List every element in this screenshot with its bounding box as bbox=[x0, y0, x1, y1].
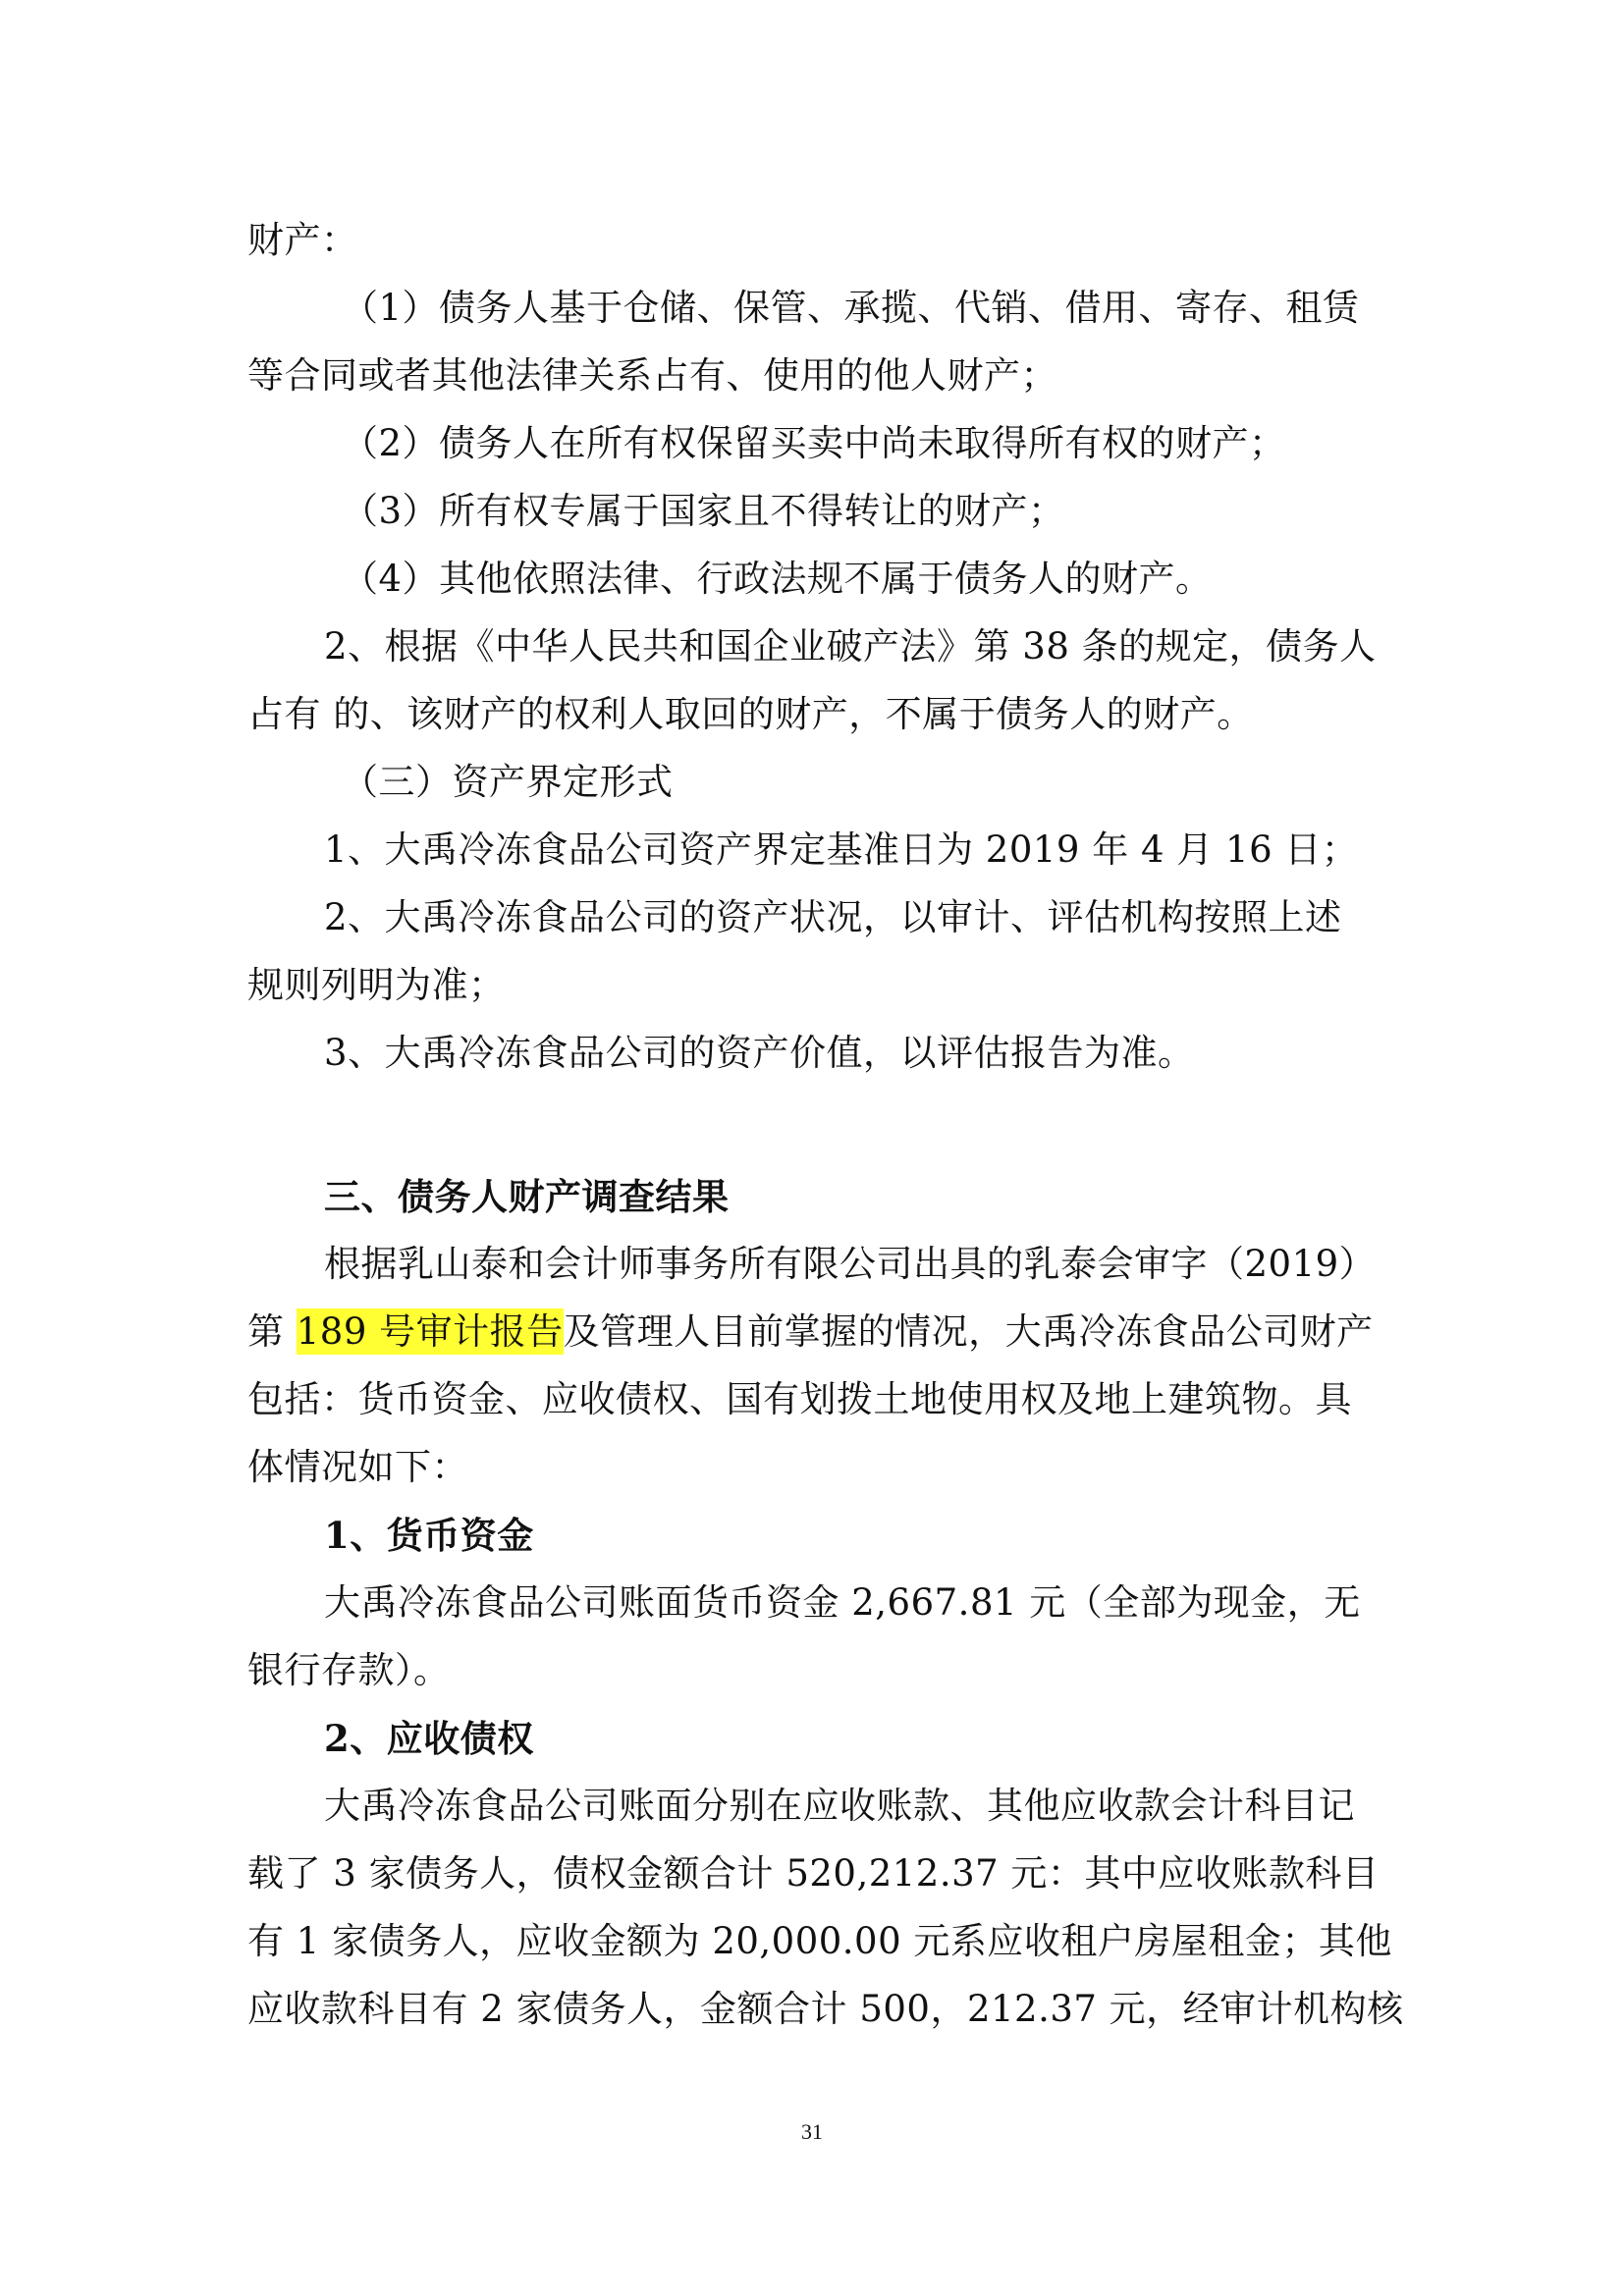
text-line: 根据乳山泰和会计师事务所有限公司出具的乳泰会审字（2019） bbox=[324, 1243, 1377, 1285]
text-fragment: 第 bbox=[247, 1310, 297, 1353]
text-line: 银行存款）。 bbox=[247, 1649, 451, 1691]
text-line: （4）其他依照法律、行政法规不属于债务人的财产。 bbox=[342, 558, 1213, 600]
text-line: 等合同或者其他法律关系占有、使用的他人财产； bbox=[247, 354, 1057, 397]
text-line: 2、根据《中华人民共和国企业破产法》第 38 条的规定，债务人 bbox=[324, 625, 1377, 667]
page-number: 31 bbox=[801, 2119, 823, 2144]
text-line: 3、大禹冷冻食品公司的资产价值，以评估报告为准。 bbox=[324, 1032, 1195, 1074]
section-heading: 三、债务人财产调查结果 bbox=[324, 1175, 730, 1218]
subsection-heading: （三）资产界定形式 bbox=[342, 761, 674, 803]
text-line: 体情况如下： bbox=[247, 1446, 468, 1488]
text-line: 1、大禹冷冻食品公司资产界定基准日为 2019 年 4 月 16 日； bbox=[324, 828, 1359, 871]
text-line: 大禹冷冻食品公司账面分别在应收账款、其他应收款会计科目记 bbox=[324, 1785, 1355, 1827]
text-line: （3）所有权专属于国家且不得转让的财产； bbox=[342, 490, 1065, 532]
text-line: 包括：货币资金、应收债权、国有划拨土地使用权及地上建筑物。具 bbox=[247, 1378, 1352, 1420]
text-line: （1）债务人基于仓储、保管、承揽、代销、借用、寄存、租赁 bbox=[342, 287, 1360, 329]
subheading: 2、应收债权 bbox=[324, 1717, 534, 1760]
subheading: 1、货币资金 bbox=[324, 1514, 534, 1557]
text-line bbox=[247, 1308, 1386, 1356]
text-line: 财产： bbox=[247, 219, 358, 261]
text-line: 载了 3 家债务人，债权金额合计 520,212.37 元：其中应收账款科目 bbox=[247, 1852, 1380, 1895]
highlighted-text: 189 号审计报告 bbox=[296, 1310, 564, 1353]
text-fragment: 及管理人目前掌握的情况，大禹冷冻食品公司财产 bbox=[563, 1310, 1374, 1353]
text-line: 规则列明为准； bbox=[247, 964, 506, 1006]
text-line: 有 1 家债务人，应收金额为 20,000.00 元系应收租户房屋租金；其他 bbox=[247, 1920, 1392, 1962]
text-line: （2）债务人在所有权保留买卖中尚未取得所有权的财产； bbox=[342, 422, 1286, 464]
text-line: 占有 的、该财产的权利人取回的财产，不属于债务人的财产。 bbox=[247, 693, 1254, 735]
text-line: 大禹冷冻食品公司账面货币资金 2,667.81 元（全部为现金，无 bbox=[324, 1581, 1361, 1624]
text-line: 应收款科目有 2 家债务人，金额合计 500，212.37 元，经审计机构核 bbox=[247, 1988, 1404, 2030]
text-line: 2、大禹冷冻食品公司的资产状况，以审计、评估机构按照上述 bbox=[324, 896, 1342, 938]
